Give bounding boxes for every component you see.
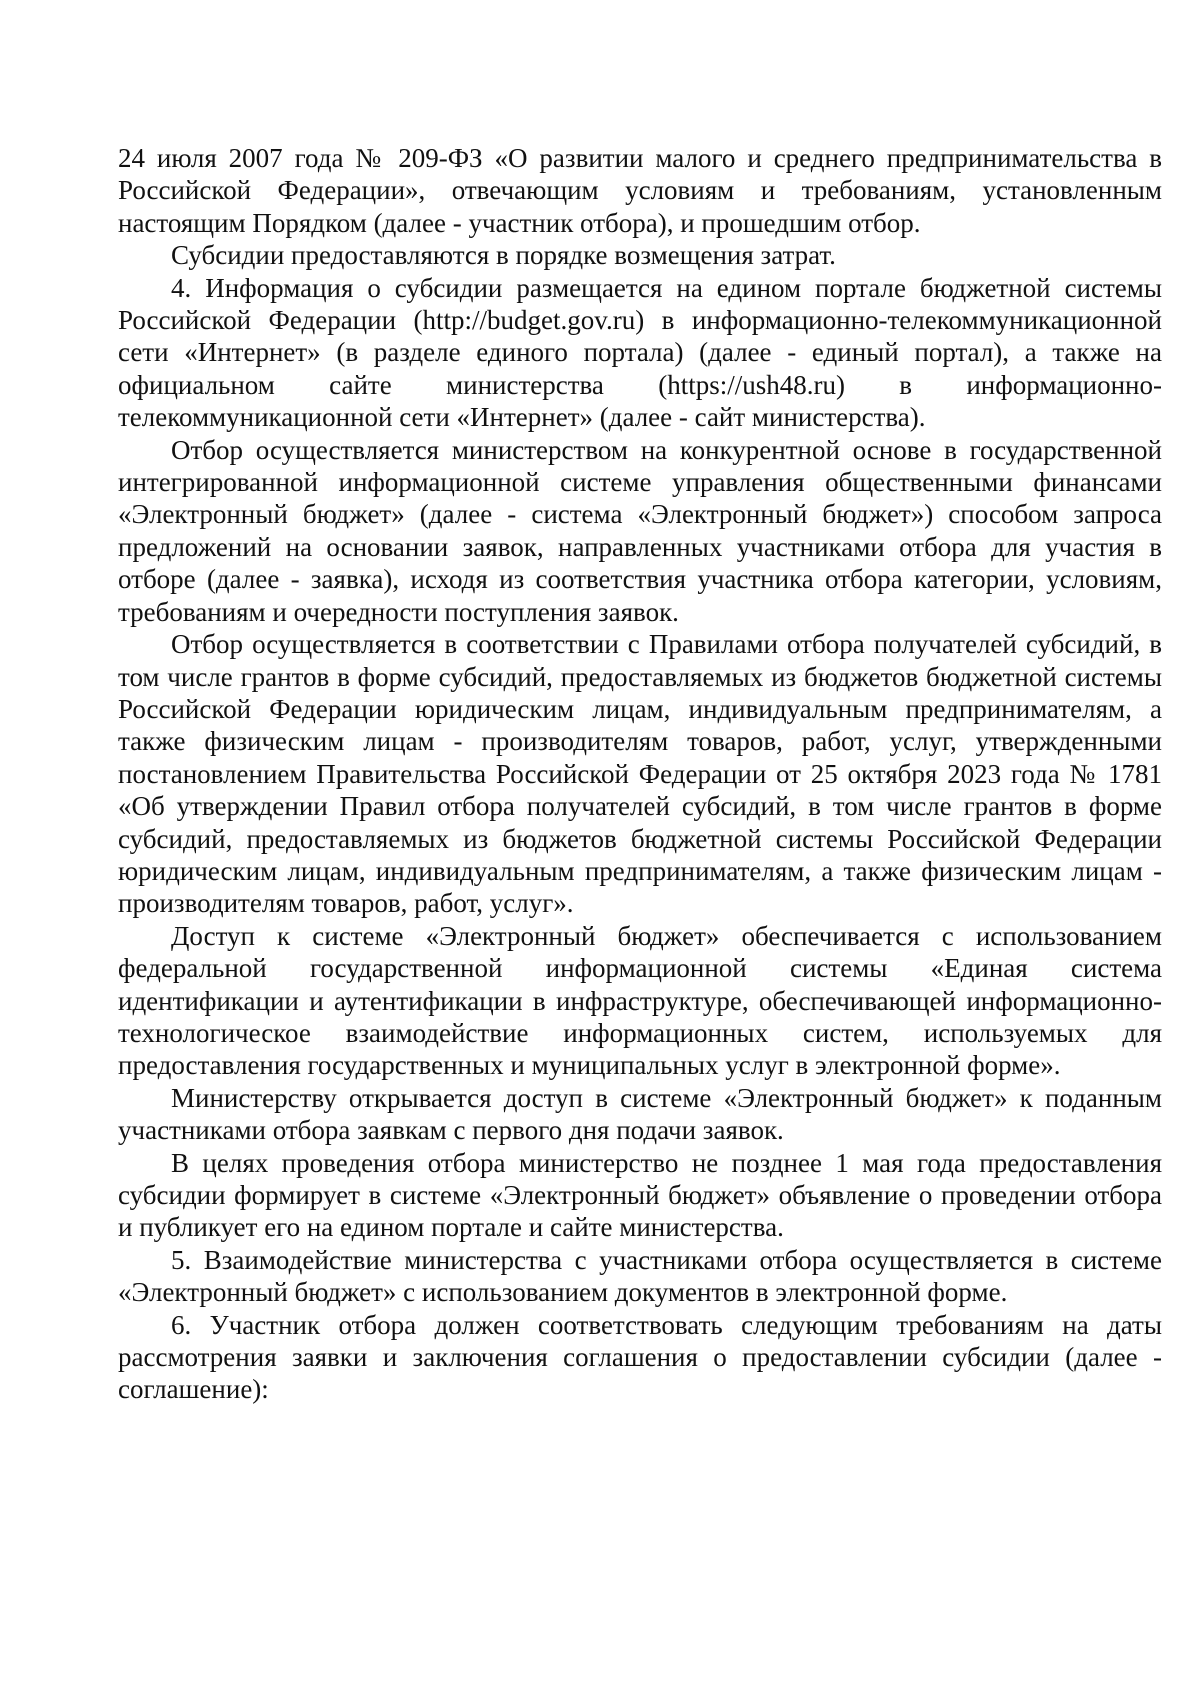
paragraph-subsidy-compensation: Субсидии предоставляются в порядке возмещения затрат. [171,240,836,271]
paragraph-system-access: Доступ к системе «Электронный бюджет» обеспечивается с использованием федеральной государственной информационной системы «Единая система идентификации и аутентификации в инфраструктуре, обеспечивающей информационно-технологическое взаимодействие информационных систем, используемых для предоставления государственных и муниципальных услуг в электронной форме». [118,920,1162,1081]
paragraph-section-4-info: 4. Информация о субсидии размещается на едином портале бюджетной системы Российской Федерации (http://budget.gov.ru) в информационно-телекоммуникационной сети «Интернет» (в разделе единого портала) (далее - единый портал), а также на официальном сайте министерства (https://ush48.ru) в информационно-телекоммуникационной сети «Интернет» (далее - сайт министерства). [118,272,1162,433]
paragraph-selection-rules: Отбор осуществляется в соответствии с Правилами отбора получателей субсидий, в том числе грантов в форме субсидий, предоставляемых из бюджетов бюджетной системы Российской Федерации юридическим лицам, индивидуальным предпринимателям, а также физическим лицам - производителям товаров, работ, услуг, утвержденными постановлением Правительства Российской Федерации от 25 октября 2023 года № 1781 «Об утверждении Правил отбора получателей субсидий, в том числе грантов в форме субсидий, предоставляемых из бюджетов бюджетной системы Российской Федерации юридическим лицам, индивидуальным предпринимателям, а также физическим лицам - производителям товаров, работ, услуг». [118,629,1162,919]
paragraph-ministry-access: Министерству открывается доступ в системе «Электронный бюджет» к поданным участниками отбора заявкам с первого дня подачи заявок. [118,1082,1162,1146]
document-page [118,142,1162,1406]
paragraph-announcement: В целях проведения отбора министерство не позднее 1 мая года предоставления субсидии формирует в системе «Электронный бюджет» объявление о проведении отбора и публикует его на едином портале и сайте министерства. [118,1147,1162,1243]
paragraph-section-5-interaction: 5. Взаимодействие министерства с участниками отбора осуществляется в системе «Электронный бюджет» с использованием документов в электронной форме. [118,1244,1162,1308]
paragraph-law-reference: 24 июля 2007 года № 209-ФЗ «О развитии малого и среднего предпринимательства в Российской Федерации», отвечающим условиям и требованиям, установленным настоящим Порядком (далее - участник отбора), и прошедшим отбор. [118,143,1162,238]
paragraph-selection-system: Отбор осуществляется министерством на конкурентной основе в государственной интегрированной информационной системе управления общественными финансами «Электронный бюджет» (далее - система «Электронный бюджет») способом запроса предложений на основании заявок, направленных участниками отбора для участия в отборе (далее - заявка), исходя из соответствия участника отбора категории, условиям, требованиям и очередности поступления заявок. [118,434,1162,627]
paragraph-section-6-requirements: 6. Участник отбора должен соответствовать следующим требованиям на даты рассмотрения заявки и заключения соглашения о предоставлении субсидии (далее - соглашение): [118,1309,1162,1405]
